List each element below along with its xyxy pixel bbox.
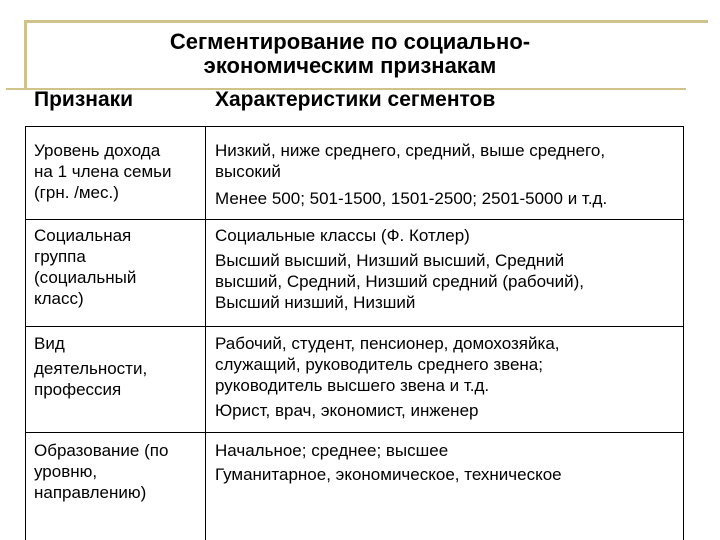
title-line-1: Сегментирование по социально- [169,29,531,54]
table-column-divider [205,126,206,540]
header-criteria: Признаки [34,88,134,111]
criterion-line: Образование (по [34,441,169,460]
value-line: руководитель высшего звена и т.д. [215,376,490,395]
value-line: Гуманитарное, экономическое, техническое [215,465,562,484]
criterion-line: на 1 члена семьи [34,162,172,181]
criterion-line: направлению) [34,483,147,502]
value-line: Рабочий, студент, пенсионер, домохозяйка, [215,334,560,353]
criterion-line: деятельности, [34,359,148,378]
criterion-line: (грн. /мес.) [34,183,119,202]
value-line: Низкий, ниже среднего, средний, выше среднего, [215,141,606,160]
value-line: Высший низший, Низший [215,293,416,312]
title-line-2: экономическим признакам [203,53,497,78]
decorative-frame-top [24,20,708,23]
criterion-line: Социальная [34,226,132,245]
value-line: Менее 500; 501-1500, 1501-2500; 2501-5000 и т.д. [215,189,608,208]
criterion-line: уровню, [34,462,98,481]
value-line: Социальные классы (Ф. Котлер) [215,226,470,245]
row-income-values [215,140,607,209]
table-row-divider [25,219,683,220]
value-line: Юрист, врач, экономист, инженер [215,401,479,420]
table-border-top [25,126,683,127]
value-line: высокий [215,162,281,181]
value-line: Начальное; среднее; высшее [215,441,449,460]
slide-title [140,30,560,78]
row-social-group-criterion [34,225,136,309]
row-occupation-criterion [34,333,147,400]
criterion-line: Вид [34,334,65,353]
criterion-line: группа [34,247,86,266]
table-border-right [683,126,684,540]
row-income-criterion [34,140,172,203]
row-social-group-values [215,225,584,313]
header-characteristics: Характеристики сегментов [215,88,496,111]
value-line: Высший высший, Низший высший, Средний [215,251,565,270]
value-line: служащий, руководитель среднего звена; [215,355,543,374]
decorative-frame-vertical [24,20,27,88]
table-row-divider [25,432,683,433]
table-border-left [25,126,26,540]
criterion-line: профессия [34,380,122,399]
row-education-criterion [34,440,168,503]
table-row-divider [25,326,683,327]
criterion-line: Уровень дохода [34,141,161,160]
criterion-line: (социальный [34,268,137,287]
row-occupation-values [215,333,560,421]
value-line: высший, Средний, Низший средний (рабочий), [215,272,584,291]
criterion-line: класс) [34,289,84,308]
row-education-values [215,440,562,485]
